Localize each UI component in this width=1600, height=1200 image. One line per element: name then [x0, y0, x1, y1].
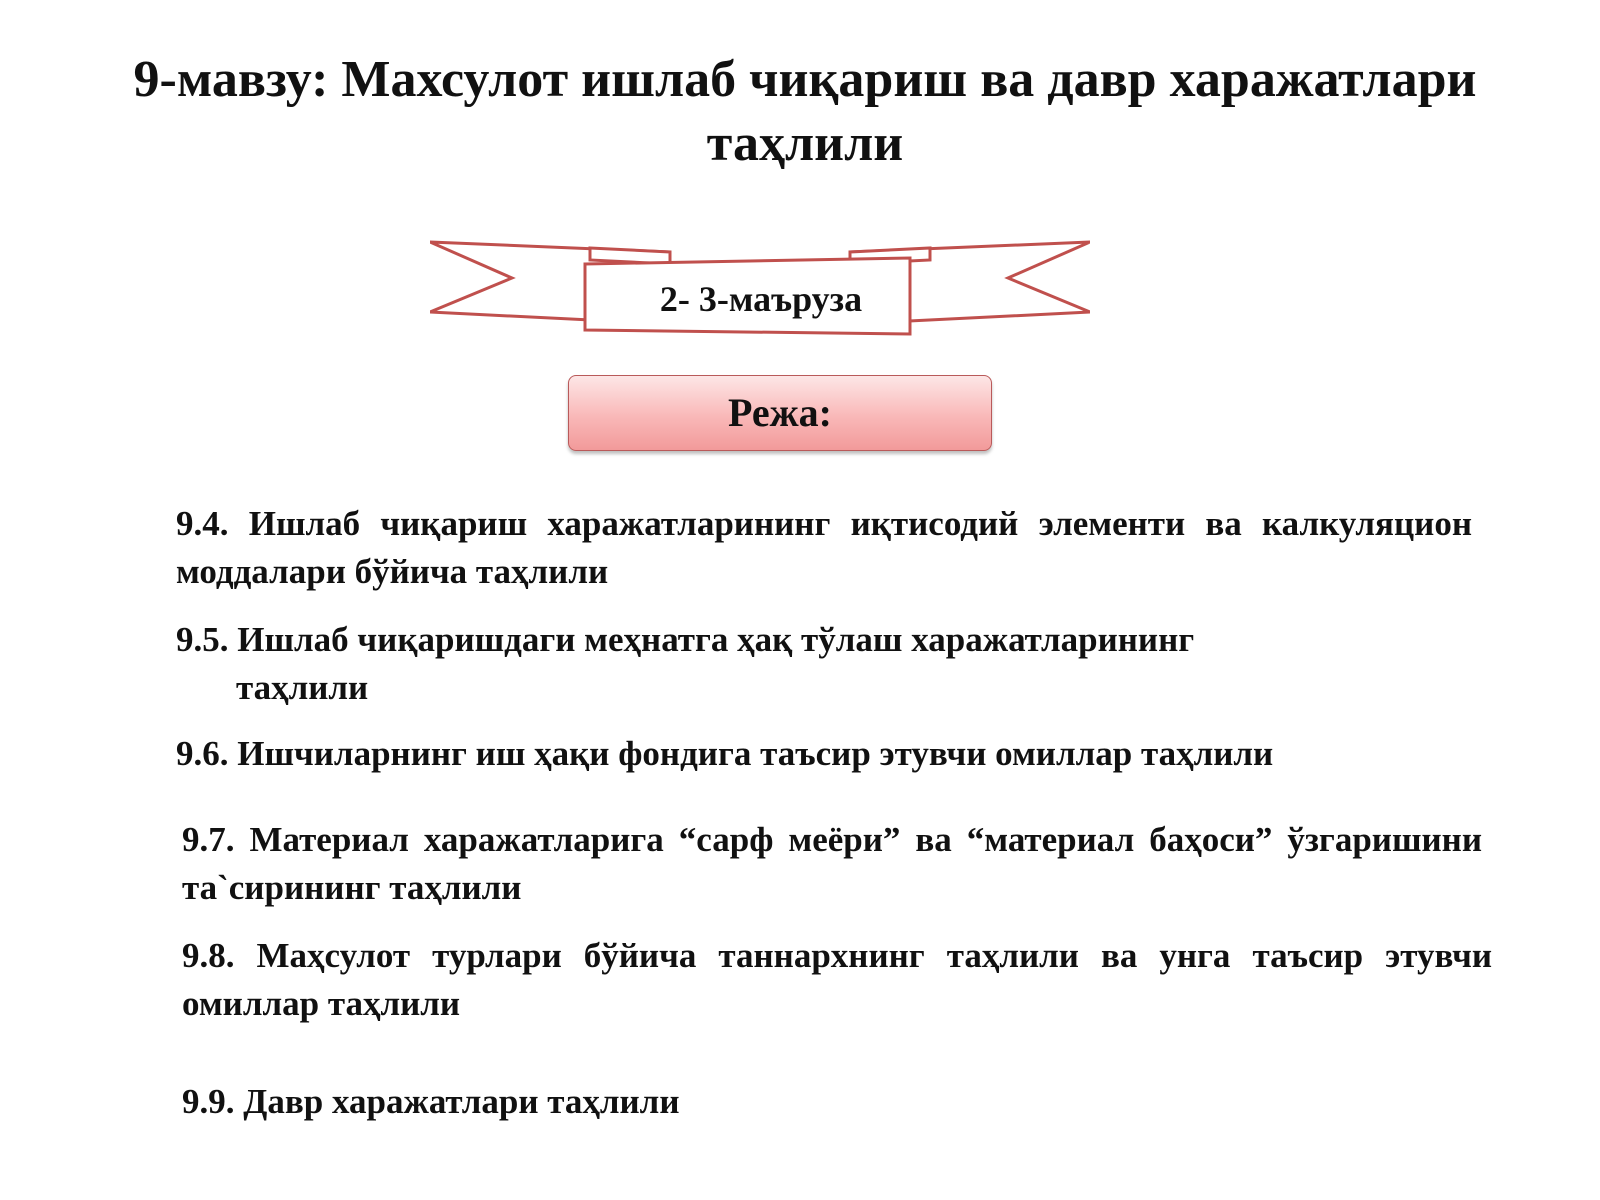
list-item-9-5: [176, 616, 1498, 712]
list-item-9-8: 9.8. Маҳсулот турлари бўйича таннархнинг таҳлили ва унга таъсир этувчи омиллар таҳлили: [182, 936, 1492, 1023]
slide-title: 9-мавзу: Махсулот ишлаб чиқариш ва давр харажатлари таҳлили: [133, 51, 1477, 172]
list-item-9-6: 9.6. Ишчиларнинг иш ҳақи фондига таъсир этувчи омиллар таҳлили: [176, 734, 1274, 773]
list-item-9-7: 9.7. Материал харажатларига “сарф меёри” ва “материал баҳоси” ўзгаришини та`сирининг таҳлили: [182, 820, 1482, 907]
list-item-9-4: 9.4. Ишлаб чиқариш харажатларининг иқтисодий элементи ва калкуляцион моддалари бўйича таҳлили: [176, 504, 1472, 591]
list-item-9-9: 9.9. Давр харажатлари таҳлили: [182, 1082, 680, 1121]
ribbon-label: 2- 3-маъруза: [659, 279, 863, 319]
plan-box: [568, 375, 992, 451]
list-item-9-5-line2: таҳлили: [236, 668, 369, 707]
list-item-9-5-line1: 9.5. Ишлаб чиқаришдаги меҳнатга ҳақ тўлаш харажатларининг: [176, 620, 1195, 659]
plan-label: Режа:: [728, 390, 832, 435]
